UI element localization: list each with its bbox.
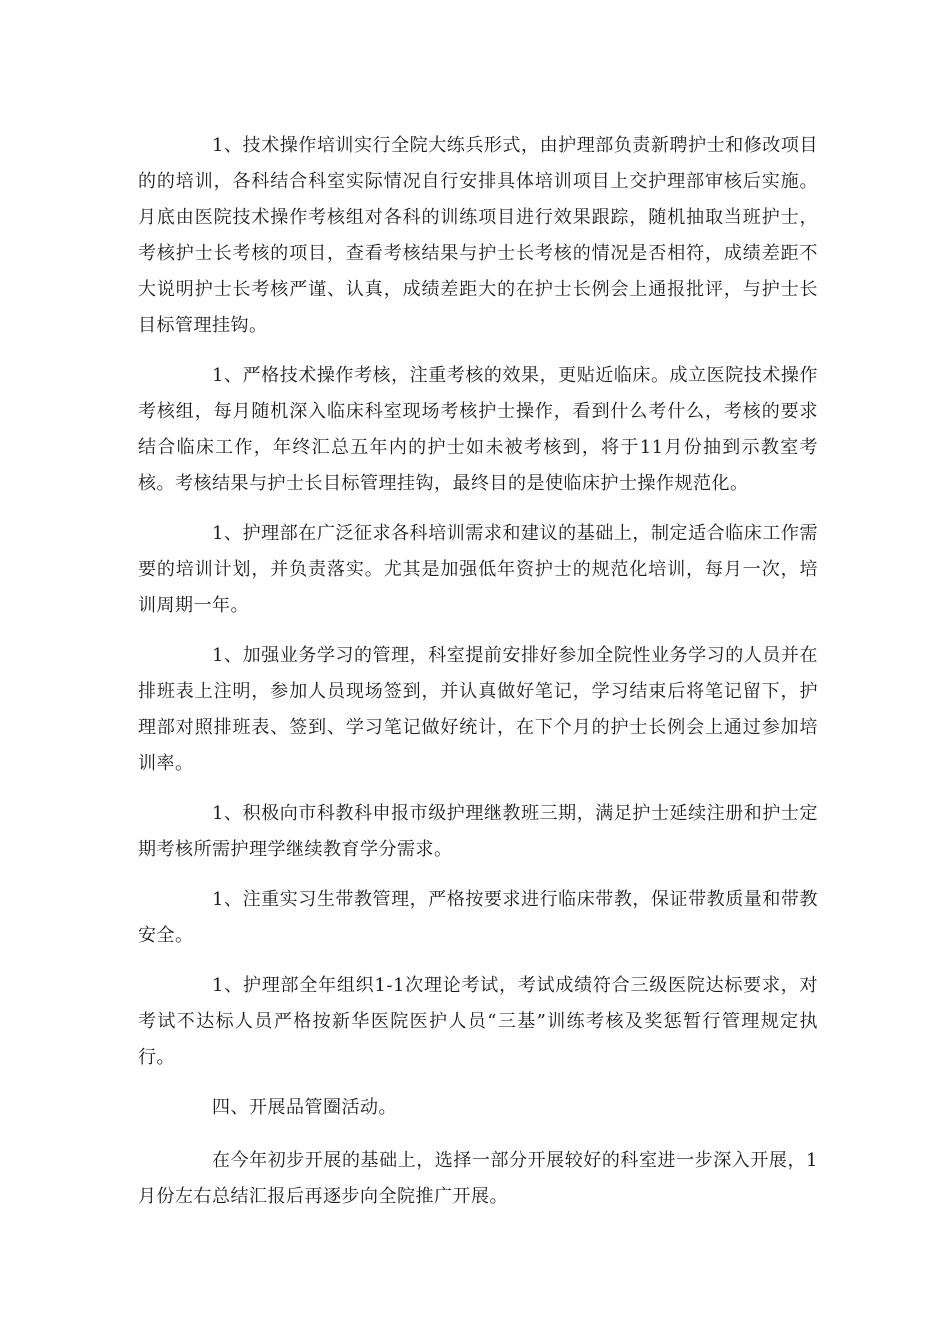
paragraph-operation-assessment: 1、严格技术操作考核，注重考核的效果，更贴近临床。成立医院技术操作考核组，每月随机深入临床科室现场考核护士操作，看到什么考什么，考核的要求结合临床工作，年终汇总五年内的护士如未被考核到，将于11月份抽到示教室考核。考核结果与护士长目标管理挂钩，最终目的是使临床护士操作规范化。 bbox=[138, 365, 818, 494]
paragraph-technical-training: 1、技术操作培训实行全院大练兵形式，由护理部负责新聘护士和修改项目的的培训，各科结合科室实际情况自行安排具体培训项目上交护理部审核后实施。月底由医院技术操作考核组对各科的训练项目进行效果跟踪，随机抽取当班护士，考核护士长考核的项目，查看考核结果与护士长考核的情况是否相符，成绩差距不大说明护士长考核严谨、认真，成绩差距大的在护士长例会上通报批评，与护士长目标管理挂钩。 bbox=[138, 135, 818, 336]
paragraph-continuing-education: 1、积极向市科教科申报市级护理继教班三期，满足护士延续注册和护士定期考核所需护理学继续教育学分需求。 bbox=[138, 803, 818, 860]
paragraph-study-management: 1、加强业务学习的管理，科室提前安排好参加全院性业务学习的人员并在排班表上注明，参加人员现场签到，并认真做好笔记，学习结束后将笔记留下，护理部对照排班表、签到、学习笔记做好统计，在下个月的护士长例会上通过参加培训率。 bbox=[138, 645, 818, 774]
document-body bbox=[138, 128, 818, 1229]
paragraph-training-plan: 1、护理部在广泛征求各科培训需求和建议的基础上，制定适合临床工作需要的培训计划，并负责落实。尤其是加强低年资护士的规范化培训，每月一次，培训周期一年。 bbox=[138, 523, 818, 616]
paragraph-quality-circle: 在今年初步开展的基础上，选择一部分开展较好的科室进一步深入开展，1月份左右总结汇报后再逐步向全院推广开展。 bbox=[138, 1150, 818, 1207]
paragraph-theory-exam: 1、护理部全年组织1-1次理论考试，考试成绩符合三级医院达标要求，对考试不达标人员严格按新华医院医护人员“三基”训练考核及奖惩暂行管理规定执行。 bbox=[138, 975, 818, 1068]
section-heading-quality-circle: 四、开展品管圈活动。 bbox=[212, 1097, 397, 1118]
paragraph-intern-teaching: 1、注重实习生带教管理，严格按要求进行临床带教，保证带教质量和带教安全。 bbox=[138, 889, 818, 946]
